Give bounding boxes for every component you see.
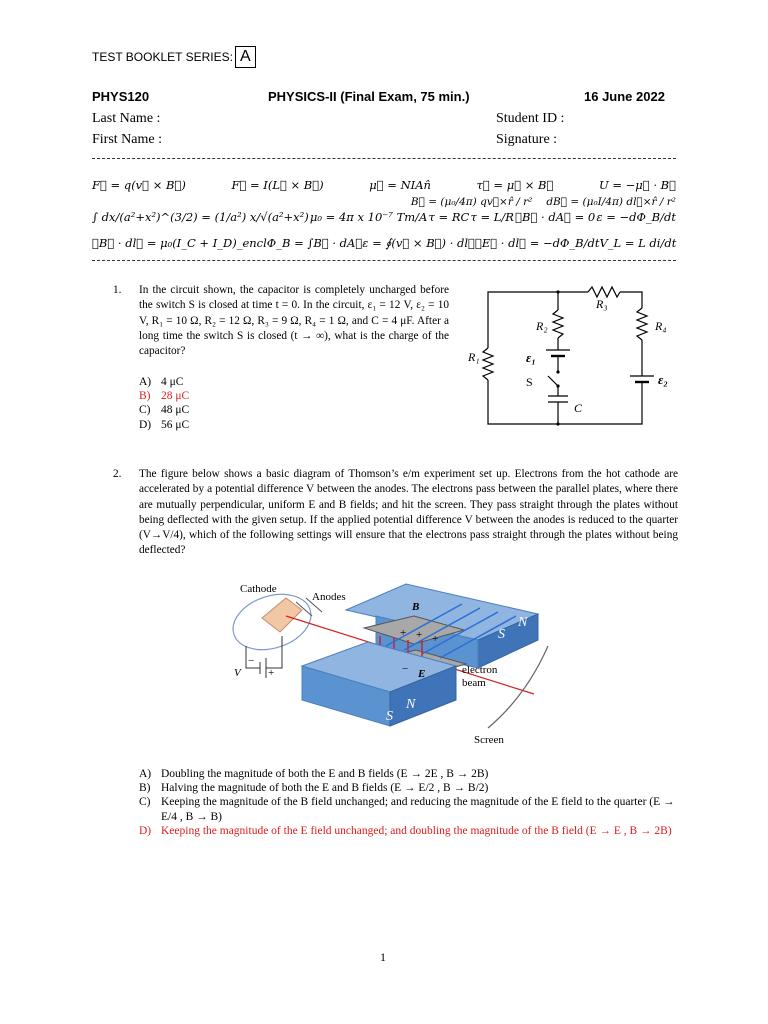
cathode-plate (262, 598, 302, 632)
formula-item: U = −μ⃗ · B⃗ (599, 178, 676, 192)
question-1-number: 1. (113, 284, 122, 296)
formula-item: ε = −dΦ_B/dt (596, 210, 676, 224)
formula-row-1 (92, 178, 676, 192)
formula-item: τ = L/R (470, 210, 514, 224)
choice-b[interactable]: B) 28 μC (139, 390, 190, 403)
plate-plus-1: + (400, 627, 407, 639)
question-2-text: The figure below shows a basic diagram of Thomson’s e/m experiment set up. Electrons from the hot cathode are accelerated by a potential difference V between the anodes. The electrons pass between the parallel plates, where there are mutually perpendicular, uniform E and B fields; and hit the screen. They pass straight through the plates without being deflected with the given setup. If the applied potential difference V between the anodes is reduced to the quarter (V→V/4), which of the following settings will ensure that the electrons pass straight through the plates without being deflected? (139, 468, 678, 557)
pole-s-back: S (498, 627, 505, 642)
label-screen: Screen (474, 734, 504, 746)
formula-item: ε = ∮(v⃗ × B⃗) · dl⃗ (362, 236, 475, 250)
student-id-field: Student ID : (496, 111, 565, 126)
course-code: PHYS120 (92, 89, 150, 104)
resistor-r1 (483, 348, 493, 380)
page-number: 1 (380, 950, 386, 964)
label-s: S (526, 375, 533, 389)
label-minus: − (248, 655, 255, 667)
thomson-diagram (226, 576, 562, 748)
formula-item: V_L = L di/dt (599, 236, 677, 250)
choice-d[interactable]: D) Keeping the magnitude of the E field unchanged; and doubling the magnitude of the B field (E → E , B → 2B) (139, 824, 672, 837)
label-e1: ε₁ (526, 350, 536, 365)
formula-item: μ⃗ = NIAn̂ (369, 178, 431, 192)
question-1-choices (139, 375, 189, 432)
resistor-r2 (553, 310, 563, 338)
resistor-r3 (588, 287, 620, 297)
formula-item: τ⃗ = μ⃗ × B⃗ (476, 178, 554, 192)
formula-item: ∮B⃗ · dl⃗ = μ₀(I_C + I_D)_encl (92, 236, 267, 250)
last-name-field: Last Name : (92, 111, 161, 126)
formula-row-3 (92, 236, 676, 250)
choice-a[interactable]: A) 4 μC (139, 376, 184, 388)
label-r3: R₃ (596, 297, 608, 311)
wire-top-right (620, 292, 642, 308)
switch-s (548, 376, 558, 386)
pole-s-front: S (386, 709, 393, 724)
circuit-diagram (464, 284, 686, 432)
choice-b[interactable]: B) Halving the magnitude of both the E and B fields (E → E/2 , B → B/2) (139, 782, 489, 795)
question-2-choices (139, 767, 679, 838)
label-r4: R₄ (655, 319, 667, 333)
exam-title: PHYSICS-II (Final Exam, 75 min.) (268, 89, 470, 104)
pole-n-back: N (518, 615, 528, 630)
choice-c[interactable]: C) 48 μC (139, 404, 190, 417)
series-line (92, 46, 256, 68)
label-plus: + (268, 667, 275, 679)
formula-item: B⃗ = (μ₀/4π) qv⃗×r̂ / r² (410, 196, 533, 208)
first-name-field: First Name : (92, 132, 162, 147)
label-v: V (234, 667, 241, 679)
formula-item: ∫ dx/(a²+x²)^(3/2) = (1/a²) x/√(a²+x²) (92, 210, 309, 224)
resistor-r4 (637, 308, 647, 340)
pole-n-front: N (406, 697, 416, 712)
label-e: E (418, 668, 426, 680)
choice-c[interactable]: C) Keeping the magnitude of the B field unchanged; and reducing the magnitude of the E field to the quarter (E → E/4 , B → B) (139, 796, 675, 823)
plate-plus-3: + (432, 633, 439, 645)
plate-plus-2: + (416, 629, 423, 641)
formula-item: F⃗ = q(v⃗ × B⃗) (92, 178, 186, 192)
formula-item: ∮B⃗ · dA⃗ = 0 (515, 210, 596, 224)
series-value: A (235, 46, 256, 68)
plate-minus: − (402, 663, 409, 675)
label-r2: R₂ (536, 319, 548, 333)
question-1-text: In the circuit shown, the capacitor is completely uncharged before the switch S is closed at time t = 0. In the circuit, ε₁ = 12 V, ε₂ = 10 V, R₁ = 10 Ω, R₂ = 12 Ω, R₃ = 9 Ω, R₄ = 1 Ω, and C = 4 μF. After a long time the switch S is closed (t → ∞), what is the charge of the capacitor? (139, 284, 449, 358)
signature-field: Signature : (496, 132, 558, 147)
label-r1: R₁ (468, 350, 480, 364)
formula-item: F⃗ = I(L⃗ × B⃗) (231, 178, 324, 192)
formula-row-1b (92, 196, 676, 208)
label-b: B (412, 601, 420, 613)
formula-item: μ₀ = 4π x 10⁻⁷ Tm/A (309, 210, 428, 224)
label-anodes: Anodes (312, 591, 346, 603)
choice-a[interactable]: A) Doubling the magnitude of both the E and B fields (E → 2E , B → 2B) (139, 768, 489, 780)
formula-item: Φ_B = ∫B⃗ · dA⃗ (266, 236, 363, 250)
question-2-number: 2. (113, 468, 122, 480)
formula-item: ∮E⃗ · dl⃗ = −dΦ_B/dt (474, 236, 600, 250)
label-cathode: Cathode (240, 583, 277, 595)
label-beam: beam (462, 677, 486, 689)
label-electron: electron (462, 664, 498, 676)
formula-item: τ = RC (428, 210, 470, 224)
formula-item: dB⃗ = (μ₀I/4π) dl⃗×r̂ / r² (546, 196, 676, 208)
formula-row-2 (92, 210, 676, 224)
label-e2: ε₂ (658, 372, 668, 387)
choice-d[interactable]: D) 56 μC (139, 418, 190, 431)
exam-date: 16 June 2022 (584, 89, 665, 104)
label-c: C (574, 401, 583, 415)
series-label: TEST BOOKLET SERIES: (92, 50, 233, 64)
divider-bottom (92, 260, 676, 261)
divider-top (92, 158, 676, 159)
